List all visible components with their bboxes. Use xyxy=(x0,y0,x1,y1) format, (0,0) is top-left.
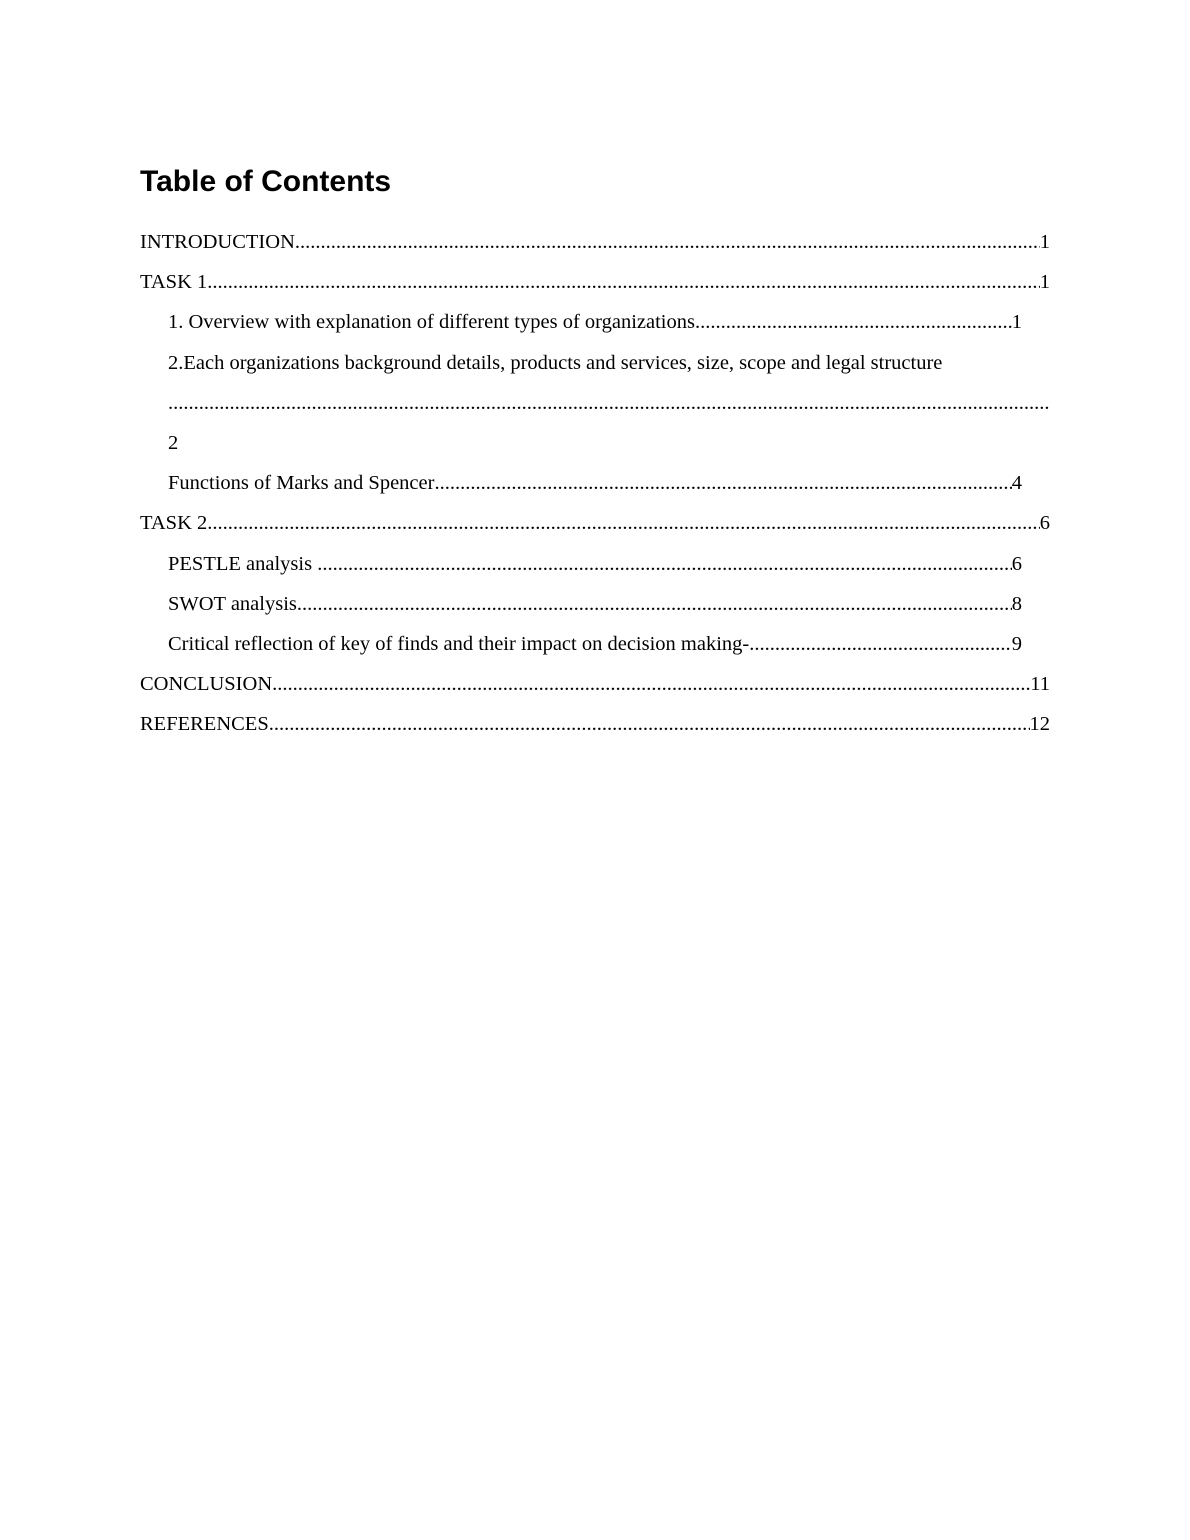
dot-leader xyxy=(207,262,1039,302)
toc-entry-label: TASK 2 xyxy=(140,512,208,535)
toc-entry-functions-marks-spencer[interactable] xyxy=(140,463,1050,503)
toc-entry-overview-organizations[interactable] xyxy=(140,302,1050,342)
toc-entry-task-1[interactable] xyxy=(140,262,1050,302)
toc-entry-swot-analysis[interactable] xyxy=(140,584,1050,624)
toc-entry-label: Functions of Marks and Spencer xyxy=(168,472,435,495)
dot-leader xyxy=(272,664,1030,704)
dot-leader xyxy=(207,503,1039,543)
toc-entry-label: REFERENCES xyxy=(140,713,269,736)
toc-entry-label: TASK 1 xyxy=(140,271,208,294)
toc-entry-page: 1 xyxy=(1011,311,1022,334)
dot-leader xyxy=(269,704,1030,744)
toc-entry-pestle-analysis[interactable] xyxy=(140,544,1050,584)
toc-entry-label: PESTLE analysis xyxy=(168,552,318,575)
dot-leader xyxy=(297,584,1012,624)
toc-entry-page: 12 xyxy=(1029,713,1050,736)
toc-entry-page: 11 xyxy=(1030,673,1050,696)
toc-entry-label: CONCLUSION xyxy=(140,673,273,696)
toc-entry-page: 8 xyxy=(1011,592,1022,615)
toc-entry-page: 2 xyxy=(168,431,179,454)
toc-entry-page: 9 xyxy=(1011,632,1022,655)
dot-leader xyxy=(168,383,1050,423)
toc-entry-label: Critical reflection of key of finds and their impact on decision making- xyxy=(168,632,750,655)
toc-entry-references[interactable] xyxy=(140,704,1050,744)
toc-entry-label: 1. Overview with explanation of different types of organizations xyxy=(168,311,695,334)
toc-list xyxy=(140,222,1050,744)
toc-entry-label: 2.Each organizations background details, products and services, size, scope and legal structure xyxy=(168,351,943,374)
dot-leader xyxy=(295,222,1040,262)
toc-entry-page: 4 xyxy=(1011,472,1022,495)
toc-title: Table of Contents xyxy=(140,165,392,198)
toc-entry-organizations-background[interactable] xyxy=(140,343,1050,464)
dot-leader xyxy=(695,302,1012,342)
toc-entry-critical-reflection[interactable] xyxy=(140,624,1050,664)
dot-leader xyxy=(434,463,1011,503)
toc-entry-label: INTRODUCTION xyxy=(140,231,295,253)
toc-entry-task-2[interactable] xyxy=(140,503,1050,543)
toc-entry-introduction[interactable] xyxy=(140,222,1050,262)
toc-entry-conclusion[interactable] xyxy=(140,664,1050,704)
dot-leader xyxy=(749,624,1012,664)
toc-entry-page: 6 xyxy=(1011,552,1022,575)
toc-entry-label: SWOT analysis xyxy=(168,592,297,615)
dot-leader xyxy=(317,544,1012,584)
toc-entry-page: 6 xyxy=(1039,512,1050,535)
toc-entry-page: 1 xyxy=(1039,231,1050,253)
toc-entry-page: 1 xyxy=(1039,271,1050,294)
